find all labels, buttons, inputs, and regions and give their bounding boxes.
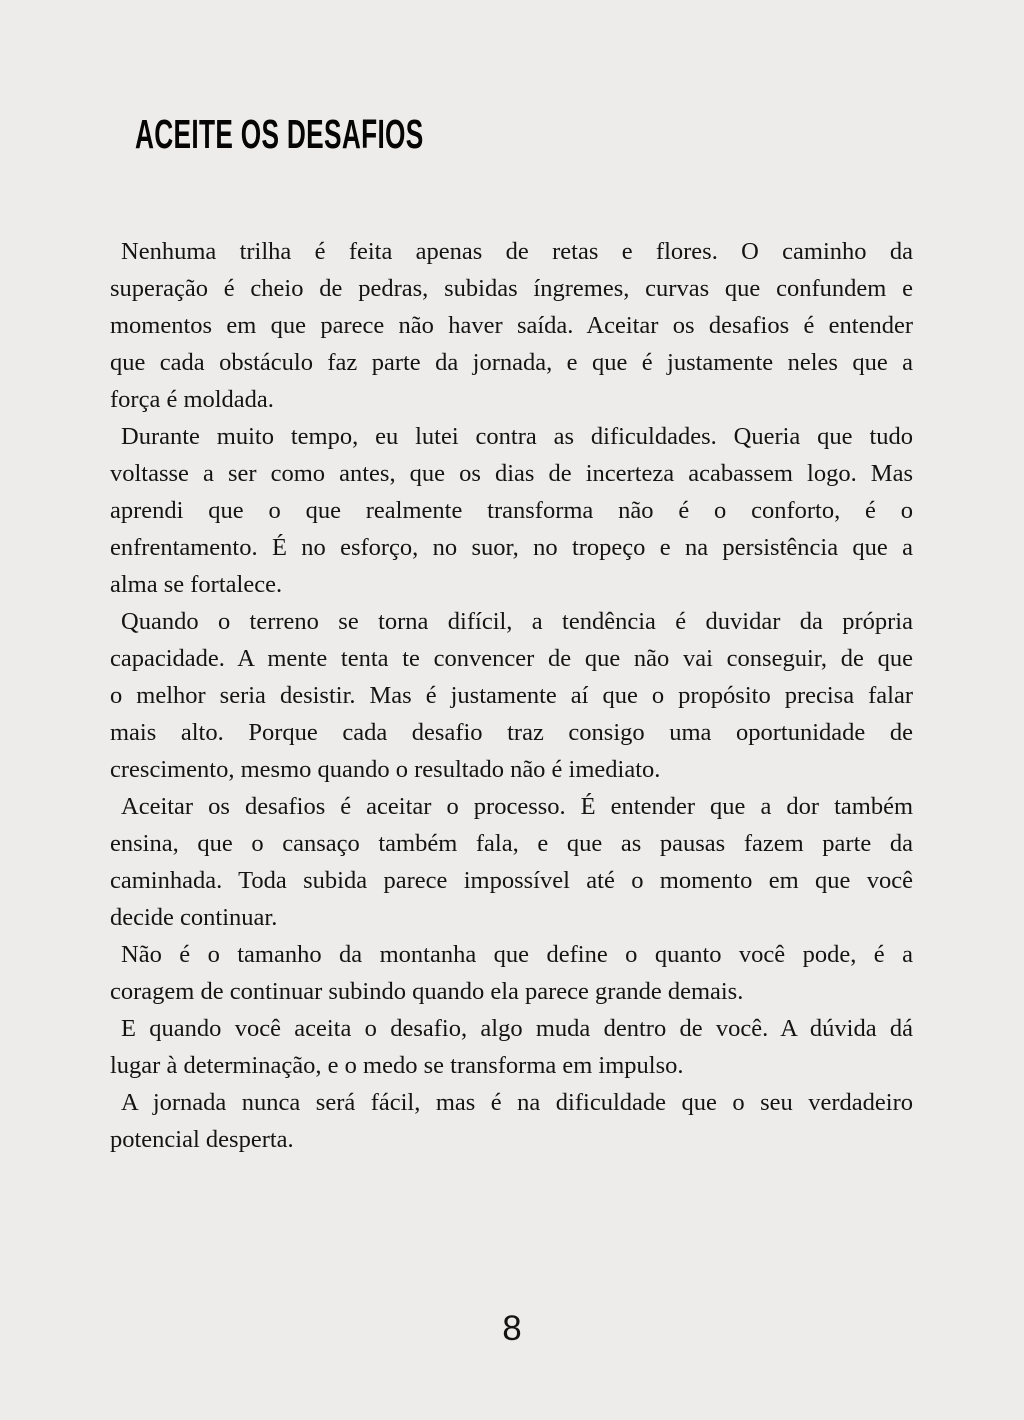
text-line: capacidade. A mente tenta te convencer de que não vai conseguir, de que [110,645,913,672]
text-line: decide continuar. [110,904,278,931]
text-line: voltasse a ser como antes, que os dias de incerteza acabassem logo. Mas [110,460,913,487]
text-line: que cada obstáculo faz parte da jornada, e que é justamente neles que a [110,349,913,376]
paragraph [110,788,913,936]
text-line: alma se fortalece. [110,571,283,598]
text-line: ensina, que o cansaço também fala, e que as pausas fazem parte da [110,830,913,857]
text-line: Durante muito tempo, eu lutei contra as dificuldades. Queria que tudo [121,423,913,450]
paragraph [110,936,913,1010]
text-line: enfrentamento. É no esforço, no suor, no tropeço e na persistência que a [110,534,913,561]
text-line: mais alto. Porque cada desafio traz consigo uma oportunidade de [110,719,913,746]
text-line: superação é cheio de pedras, subidas íngremes, curvas que confundem e [110,275,913,302]
paragraph [110,1010,913,1084]
text-line: Nenhuma trilha é feita apenas de retas e flores. O caminho da [121,238,913,265]
paragraph [110,233,913,418]
paragraph [110,1084,913,1158]
text-line: o melhor seria desistir. Mas é justamente aí que o propósito precisa falar [110,682,913,709]
page-number: 8 [502,1309,522,1348]
text-line: lugar à determinação, e o medo se transforma em impulso. [110,1052,684,1079]
text-line: Quando o terreno se torna difícil, a tendência é duvidar da própria [121,608,913,635]
text-line: força é moldada. [110,386,274,413]
text-line: A jornada nunca será fácil, mas é na dificuldade que o seu verdadeiro [121,1089,913,1116]
text-line: crescimento, mesmo quando o resultado não é imediato. [110,756,661,783]
text-line: momentos em que parece não haver saída. Aceitar os desafios é entender [110,312,913,339]
text-line: caminhada. Toda subida parece impossível até o momento em que você [110,867,913,894]
body-text [110,233,913,1158]
text-line: coragem de continuar subindo quando ela parece grande demais. [110,978,744,1005]
paragraph [110,418,913,603]
text-line: E quando você aceita o desafio, algo muda dentro de você. A dúvida dá [121,1015,913,1042]
text-line: potencial desperta. [110,1126,294,1153]
text-line: Aceitar os desafios é aceitar o processo. É entender que a dor também [121,793,913,820]
page-title: ACEITE OS DESAFIOS [135,111,424,157]
text-line: aprendi que o que realmente transforma não é o conforto, é o [110,497,913,524]
text-line: Não é o tamanho da montanha que define o quanto você pode, é a [121,941,913,968]
paragraph [110,603,913,788]
